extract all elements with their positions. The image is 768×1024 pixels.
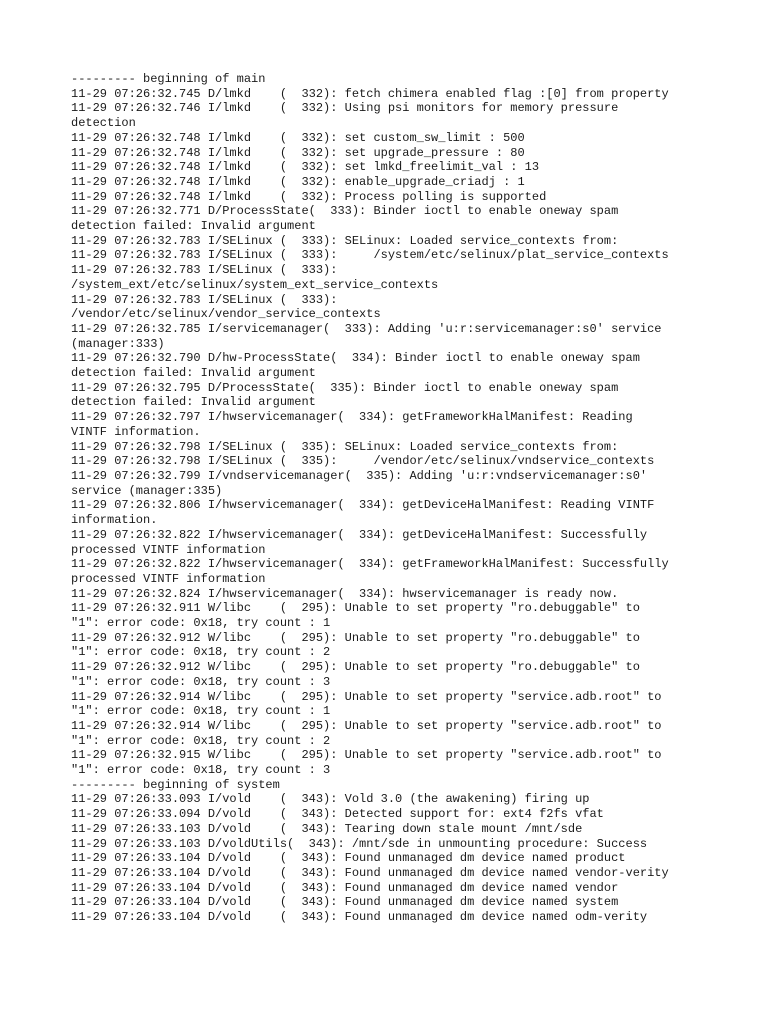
- log-line: detection failed: Invalid argument: [71, 219, 316, 234]
- log-line: 11-29 07:26:32.771 D/ProcessState( 333): Binder ioctl to enable oneway spam: [71, 204, 619, 219]
- log-line: 11-29 07:26:32.914 W/libc ( 295): Unable to set property "service.adb.root" to: [71, 718, 662, 733]
- log-line: detection failed: Invalid argument: [71, 366, 316, 381]
- log-line: 11-29 07:26:32.746 I/lmkd ( 332): Using psi monitors for memory pressure: [71, 101, 619, 116]
- log-line: 11-29 07:26:32.748 I/lmkd ( 332): Process polling is supported: [71, 189, 547, 204]
- log-line: processed VINTF information: [71, 542, 266, 557]
- log-line: (manager:333): [71, 336, 165, 351]
- log-line: 11-29 07:26:32.785 I/servicemanager( 333): Adding 'u:r:servicemanager:s0' service: [71, 321, 662, 336]
- log-line: "1": error code: 0x18, try count : 1: [71, 616, 331, 631]
- log-line: "1": error code: 0x18, try count : 2: [71, 733, 331, 748]
- log-line: 11-29 07:26:32.822 I/hwservicemanager( 334): getFrameworkHalManifest: Successfully: [71, 557, 669, 572]
- log-line: 11-29 07:26:33.104 D/vold ( 343): Found unmanaged dm device named odm-verity: [71, 910, 648, 925]
- log-line: 11-29 07:26:32.798 I/SELinux ( 335): SELinux: Loaded service_contexts from:: [71, 439, 619, 454]
- log-line: --------- beginning of main: [71, 72, 266, 86]
- log-line: 11-29 07:26:32.822 I/hwservicemanager( 334): getDeviceHalManifest: Successfully: [71, 527, 648, 542]
- log-line: 11-29 07:26:32.912 W/libc ( 295): Unable to set property "ro.debuggable" to: [71, 630, 640, 645]
- log-line: 11-29 07:26:33.103 D/vold ( 343): Tearing down stale mount /mnt/sde: [71, 821, 583, 836]
- log-line: 11-29 07:26:32.911 W/libc ( 295): Unable to set property "ro.debuggable" to: [71, 601, 640, 616]
- log-line: 11-29 07:26:32.745 D/lmkd ( 332): fetch chimera enabled flag :[0] from property: [71, 86, 669, 101]
- log-line: processed VINTF information: [71, 571, 266, 586]
- log-line: 11-29 07:26:33.104 D/vold ( 343): Found unmanaged dm device named vendor: [71, 880, 619, 895]
- log-line: /system_ext/etc/selinux/system_ext_service_contexts: [71, 277, 439, 292]
- log-line: "1": error code: 0x18, try count : 3: [71, 674, 331, 689]
- log-line: 11-29 07:26:33.103 D/voldUtils( 343): /mnt/sde in unmounting procedure: Success: [71, 836, 648, 851]
- log-line: service (manager:335): [71, 483, 223, 498]
- log-line: /vendor/etc/selinux/vendor_service_contexts: [71, 307, 381, 322]
- log-line: 11-29 07:26:33.093 I/vold ( 343): Vold 3.0 (the awakening) firing up: [71, 792, 590, 807]
- log-line: 11-29 07:26:32.748 I/lmkd ( 332): set upgrade_pressure : 80: [71, 145, 525, 160]
- log-line: 11-29 07:26:32.783 I/SELinux ( 333):: [71, 263, 338, 278]
- log-line: 11-29 07:26:32.824 I/hwservicemanager( 334): hwservicemanager is ready now.: [71, 586, 619, 601]
- log-line: 11-29 07:26:32.783 I/SELinux ( 333): SELinux: Loaded service_contexts from:: [71, 233, 619, 248]
- log-line: detection: [71, 116, 136, 131]
- log-line: 11-29 07:26:32.914 W/libc ( 295): Unable to set property "service.adb.root" to: [71, 689, 662, 704]
- log-line: 11-29 07:26:33.104 D/vold ( 343): Found unmanaged dm device named vendor-verity: [71, 865, 669, 880]
- log-line: 11-29 07:26:33.104 D/vold ( 343): Found unmanaged dm device named system: [71, 895, 619, 910]
- log-line: 11-29 07:26:32.748 I/lmkd ( 332): set custom_sw_limit : 500: [71, 130, 525, 145]
- log-line: 11-29 07:26:33.104 D/vold ( 343): Found unmanaged dm device named product: [71, 851, 626, 866]
- log-line: 11-29 07:26:32.790 D/hw-ProcessState( 334): Binder ioctl to enable oneway spam: [71, 351, 640, 366]
- log-line: "1": error code: 0x18, try count : 3: [71, 763, 331, 778]
- log-line: detection failed: Invalid argument: [71, 395, 316, 410]
- log-line: VINTF information.: [71, 424, 201, 439]
- log-line: 11-29 07:26:32.806 I/hwservicemanager( 334): getDeviceHalManifest: Reading VINTF: [71, 498, 655, 513]
- log-line: 11-29 07:26:32.783 I/SELinux ( 333):: [71, 292, 338, 307]
- log-line: 11-29 07:26:32.912 W/libc ( 295): Unable to set property "ro.debuggable" to: [71, 660, 640, 675]
- log-line: "1": error code: 0x18, try count : 1: [71, 704, 331, 719]
- log-line: 11-29 07:26:32.795 D/ProcessState( 335): Binder ioctl to enable oneway spam: [71, 380, 619, 395]
- log-line: 11-29 07:26:32.748 I/lmkd ( 332): set lmkd_freelimit_val : 13: [71, 160, 540, 175]
- log-line: 11-29 07:26:32.748 I/lmkd ( 332): enable_upgrade_criadj : 1: [71, 174, 525, 189]
- log-line: 11-29 07:26:33.094 D/vold ( 343): Detected support for: ext4 f2fs vfat: [71, 807, 604, 822]
- log-line: 11-29 07:26:32.799 I/vndservicemanager( 335): Adding 'u:r:vndservicemanager:s0': [71, 468, 648, 483]
- log-line: information.: [71, 513, 158, 528]
- log-line: 11-29 07:26:32.783 I/SELinux ( 333): /system/etc/selinux/plat_service_contexts: [71, 248, 669, 263]
- log-line: 11-29 07:26:32.915 W/libc ( 295): Unable to set property "service.adb.root" to: [71, 748, 662, 763]
- log-line: 11-29 07:26:32.798 I/SELinux ( 335): /vendor/etc/selinux/vndservice_contexts: [71, 454, 655, 469]
- log-line: 11-29 07:26:32.797 I/hwservicemanager( 334): getFrameworkHalManifest: Reading: [71, 410, 633, 425]
- log-document: [71, 72, 711, 925]
- log-line: "1": error code: 0x18, try count : 2: [71, 645, 331, 660]
- log-line: --------- beginning of system: [71, 777, 280, 792]
